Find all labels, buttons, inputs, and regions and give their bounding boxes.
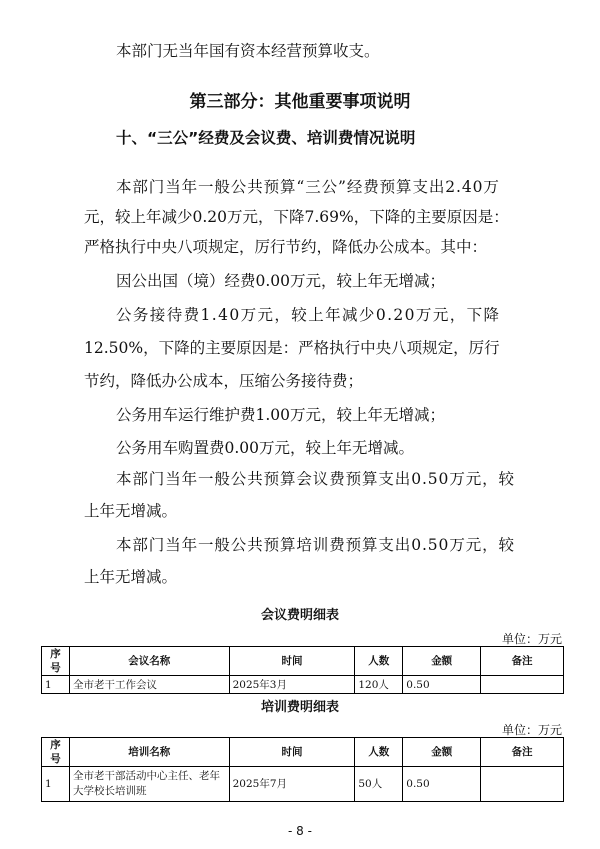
table-cell: 全市老干工作会议 (69, 676, 229, 694)
table-header-row (42, 738, 564, 767)
column-header: 备注 (481, 647, 564, 676)
paragraph-line: 公务接待费1.40万元，较上年减少0.20万元，下降 (116, 306, 501, 324)
paragraph-line: 元，较上年减少0.20万元，下降7.69%，下降的主要原因是： (84, 208, 509, 226)
column-header: 时间 (229, 647, 355, 676)
table-cell: 1 (42, 767, 70, 802)
paragraph-line: 严格执行中央八项规定，厉行节约，降低办公成本。其中： (84, 238, 488, 256)
column-header: 金额 (403, 647, 481, 676)
table-row (42, 767, 564, 802)
paragraph-line: 公务用车购置费0.00万元，较上年无增减。 (116, 439, 415, 457)
column-header: 会议名称 (69, 647, 229, 676)
paragraph-line: 上年无增减。 (84, 502, 178, 520)
paragraph-line: 12.50%，下降的主要原因是：严格执行中央八项规定，厉行 (84, 339, 500, 357)
subsection-title: 十、“三公”经费及会议费、培训费情况说明 (116, 129, 416, 147)
paragraph-line: 本部门当年一般公共预算培训费预算支出0.50万元，较 (116, 536, 515, 554)
paragraph-line: 因公出国（境）经费0.00万元，较上年无增减； (116, 272, 446, 290)
section-title: 第三部分：其他重要事项说明 (189, 92, 411, 112)
table-cell: 1 (42, 676, 70, 694)
table-cell: 2025年3月 (229, 676, 355, 694)
table-cell: 2025年7月 (229, 767, 355, 802)
table-cell (481, 767, 564, 802)
paragraph-line: 本部门当年一般公共预算会议费预算支出0.50万元，较 (116, 470, 515, 488)
meeting-table-unit: 单位：万元 (501, 632, 562, 646)
paragraph-line: 上年无增减。 (84, 568, 178, 586)
table-cell: 120人 (355, 676, 403, 694)
paragraph-line: 公务用车运行维护费1.00万元，较上年无增减； (116, 406, 446, 424)
paragraph-line: 本部门当年一般公共预算“三公”经费预算支出2.40万 (116, 178, 500, 196)
column-header: 金额 (403, 738, 481, 767)
column-header: 培训名称 (69, 738, 229, 767)
table-row (42, 676, 564, 694)
meeting-table (41, 646, 564, 694)
column-header: 人数 (355, 738, 403, 767)
intro-paragraph: 本部门无当年国有资本经营预算收支。 (116, 42, 380, 60)
table-cell: 50人 (355, 767, 403, 802)
training-table (41, 737, 564, 802)
column-header: 序号 (42, 647, 70, 676)
table-cell (481, 676, 564, 694)
table-cell: 全市老干部活动中心主任、老年大学校长培训班 (69, 767, 229, 802)
paragraph-line: 节约，降低办公成本，压缩公务接待费； (84, 372, 364, 390)
table-header-row (42, 647, 564, 676)
page-number: - 8 - (288, 824, 312, 838)
training-table-unit: 单位：万元 (501, 723, 562, 737)
column-header: 序号 (42, 738, 70, 767)
column-header: 时间 (229, 738, 355, 767)
training-table-title: 培训费明细表 (260, 700, 339, 715)
table-cell: 0.50 (403, 767, 481, 802)
meeting-table-title: 会议费明细表 (260, 608, 339, 623)
column-header: 备注 (481, 738, 564, 767)
column-header: 人数 (355, 647, 403, 676)
table-cell: 0.50 (403, 676, 481, 694)
